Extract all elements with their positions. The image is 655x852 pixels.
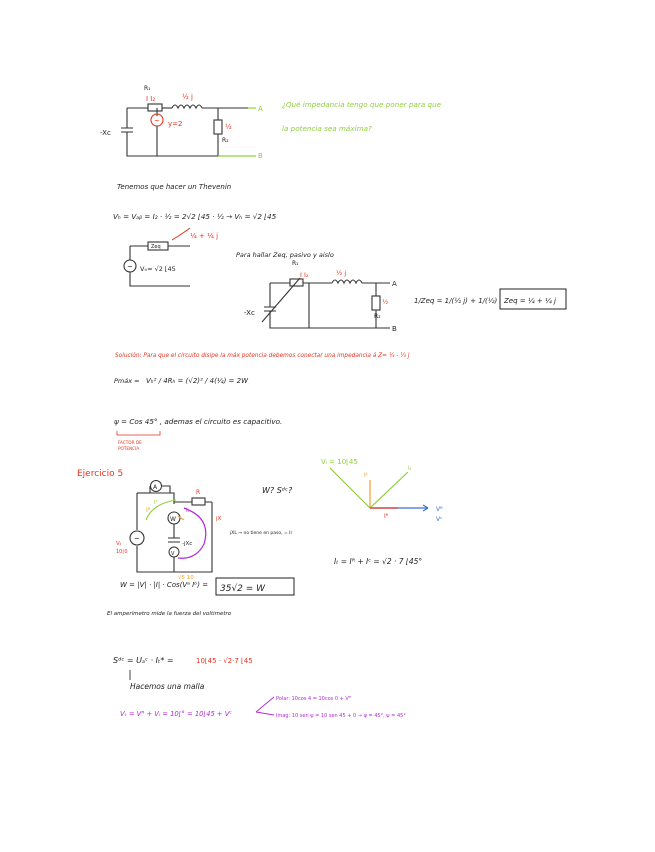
watt-annotation: √5 10 xyxy=(178,575,194,581)
voltmeter-label: V xyxy=(171,551,175,557)
mesh-branch-top: Polar: 10cos 4 = 10cos 0 + Vᴿ xyxy=(276,696,352,702)
phasor-it xyxy=(370,472,408,508)
fraction-equation: 1/Zeq = 1/(½ j) + 1/(½) xyxy=(414,297,498,305)
inductor xyxy=(332,280,362,283)
current-sum: Iₜ = Iᴿ + Iᶜ = √2 · 7 ⌊45° xyxy=(334,557,423,566)
wire xyxy=(130,272,190,286)
capacitor xyxy=(168,538,180,542)
it-label: Iₜ xyxy=(408,465,412,472)
zeq-box-label: Zeq xyxy=(151,244,161,250)
wattmeter-label: W xyxy=(170,516,176,523)
ejercicio-5-title: Ejercicio 5 xyxy=(77,469,124,479)
r2-value: ½ xyxy=(225,123,232,131)
thevenin-intro: Tenemos que hacer un Thevenin xyxy=(117,183,232,191)
mesh-equation: Vₜ = Vᴿ + Vₗ = 10⌊° = 10⌊45 + Vᶜ xyxy=(120,710,232,718)
zeq-annotation: ¼ + ¼ j xyxy=(190,232,219,240)
pmax-label: Pmáx = xyxy=(114,377,140,385)
wire xyxy=(127,132,218,156)
jx-label: jX xyxy=(216,516,222,522)
r2-label: R₂ xyxy=(222,137,229,144)
vr-label: Vᴿ xyxy=(436,506,443,513)
r2-label: R₂ xyxy=(374,313,381,320)
mesh-branch-bottom: Imag: 10 sen ψ = 10 sen 45 + 0 → ψ = 45°, ψ = 45° xyxy=(276,713,406,719)
calc-intro: Para hallar Zeq, pasivo y aislo xyxy=(236,251,334,259)
apparent-formula: Sᵈᶜ = Uₐᶜ · Iₜ* = xyxy=(113,656,174,665)
ir-arrow xyxy=(178,516,184,520)
node-b: B xyxy=(392,325,397,333)
it-label: Iₜ xyxy=(186,507,190,514)
r-label: R xyxy=(196,489,201,496)
ir-label: Iᴿ xyxy=(384,513,389,520)
r2-value: ½ xyxy=(382,298,389,306)
thevenin-equation: Vₕ = Vₐᵦ = I₂ · ½ = 2√2 ⌊45 · ½ → Vₕ = √2 ⌊45 xyxy=(113,212,277,221)
power-factor-text: ψ = Cos 45° , ademas el circuito es capacitivo. xyxy=(114,417,283,426)
node-b: B xyxy=(258,152,263,160)
capacitor xyxy=(121,128,133,132)
question-line-2: la potencia sea máxima? xyxy=(282,124,372,133)
circuit-1 xyxy=(100,85,263,160)
inductor-label: ½ j xyxy=(182,93,193,101)
pf-note-1: FACTOR DE xyxy=(118,440,142,445)
resistor-r xyxy=(192,498,205,505)
ic-label: Iᶜ xyxy=(364,472,368,479)
ej5-questions: W? Sᵈᶜ? xyxy=(262,486,293,495)
ac-source-symbol: ~ xyxy=(127,263,133,271)
inductor xyxy=(172,105,202,108)
source-symbol: ~ xyxy=(154,117,160,125)
ammeter-note: El amperímetro mide la fuerza del voltimetro xyxy=(107,611,232,617)
watt-result: 35√2 = W xyxy=(220,584,266,594)
ammeter-label: A xyxy=(153,484,158,491)
pf-bracket xyxy=(117,431,160,435)
source-symbol: ~ xyxy=(134,535,140,543)
strike-line xyxy=(262,278,300,322)
ir-label: Iᴿ xyxy=(146,507,151,514)
wire xyxy=(270,311,376,328)
resistor-r2 xyxy=(372,296,380,310)
thevenin-circuit xyxy=(124,228,218,286)
cap-label: -Xᴄ xyxy=(244,309,255,317)
watt-equation: W = |V| · |I| · Cos(Vᵃ Iᵇ) = xyxy=(120,581,209,589)
zeq-pointer xyxy=(172,228,190,240)
phasor-diagram xyxy=(321,458,443,523)
branch-line-top xyxy=(256,697,274,712)
inductor-label: ½ j xyxy=(336,269,347,277)
mesh-note: Hacemos una malla xyxy=(130,682,205,691)
jxl-note: jXL → no tiene en paso, = Ir xyxy=(230,531,293,536)
resistor-r1 xyxy=(148,104,162,111)
pmax-formula: Vₕ² / 4Rₕ = (√2)² / 4(¼) = 2W xyxy=(146,377,249,385)
source-value: y=2 xyxy=(168,120,183,128)
branch-line-bottom xyxy=(256,712,274,715)
node-a: A xyxy=(258,105,263,113)
mesh-arrow xyxy=(178,508,206,558)
node-a: A xyxy=(392,280,397,288)
apparent-value: 10⌊45 · √2·7 ⌊45 xyxy=(196,657,253,665)
vl-label: Vₗ = 10⌊45 xyxy=(321,458,358,466)
ic-label: Iᶜ xyxy=(154,499,158,506)
r1-label: R₁ xyxy=(292,260,299,267)
jxc-label: -jXᴄ xyxy=(182,541,193,547)
vc-label: Vᶜ xyxy=(436,516,443,523)
r1-label: R₁ xyxy=(144,85,151,92)
result: Zeq = ¼ + ¼ j xyxy=(504,297,556,305)
resistor-r2 xyxy=(214,120,222,134)
current-label: I I₂ xyxy=(300,271,309,279)
question-line-1: ¿Qué impedancia tengo que poner para que xyxy=(282,100,442,109)
solution-text: Solución: Para que el circuito disipe la máx potencia debemos conectar una impedancia á Z= ¼ - ¼ j xyxy=(115,353,410,359)
vth-label: Vₕ= √2 ⌊45 xyxy=(140,265,176,273)
current-label: Ⅰ I₂ xyxy=(146,95,156,103)
source-label: Vₜ xyxy=(116,541,122,547)
calc-circuit xyxy=(244,260,397,333)
pf-note-2: POTENCIA xyxy=(118,446,140,451)
cap-label: -Xᴄ xyxy=(100,129,111,137)
source-value: 10⌊0 xyxy=(116,549,128,555)
